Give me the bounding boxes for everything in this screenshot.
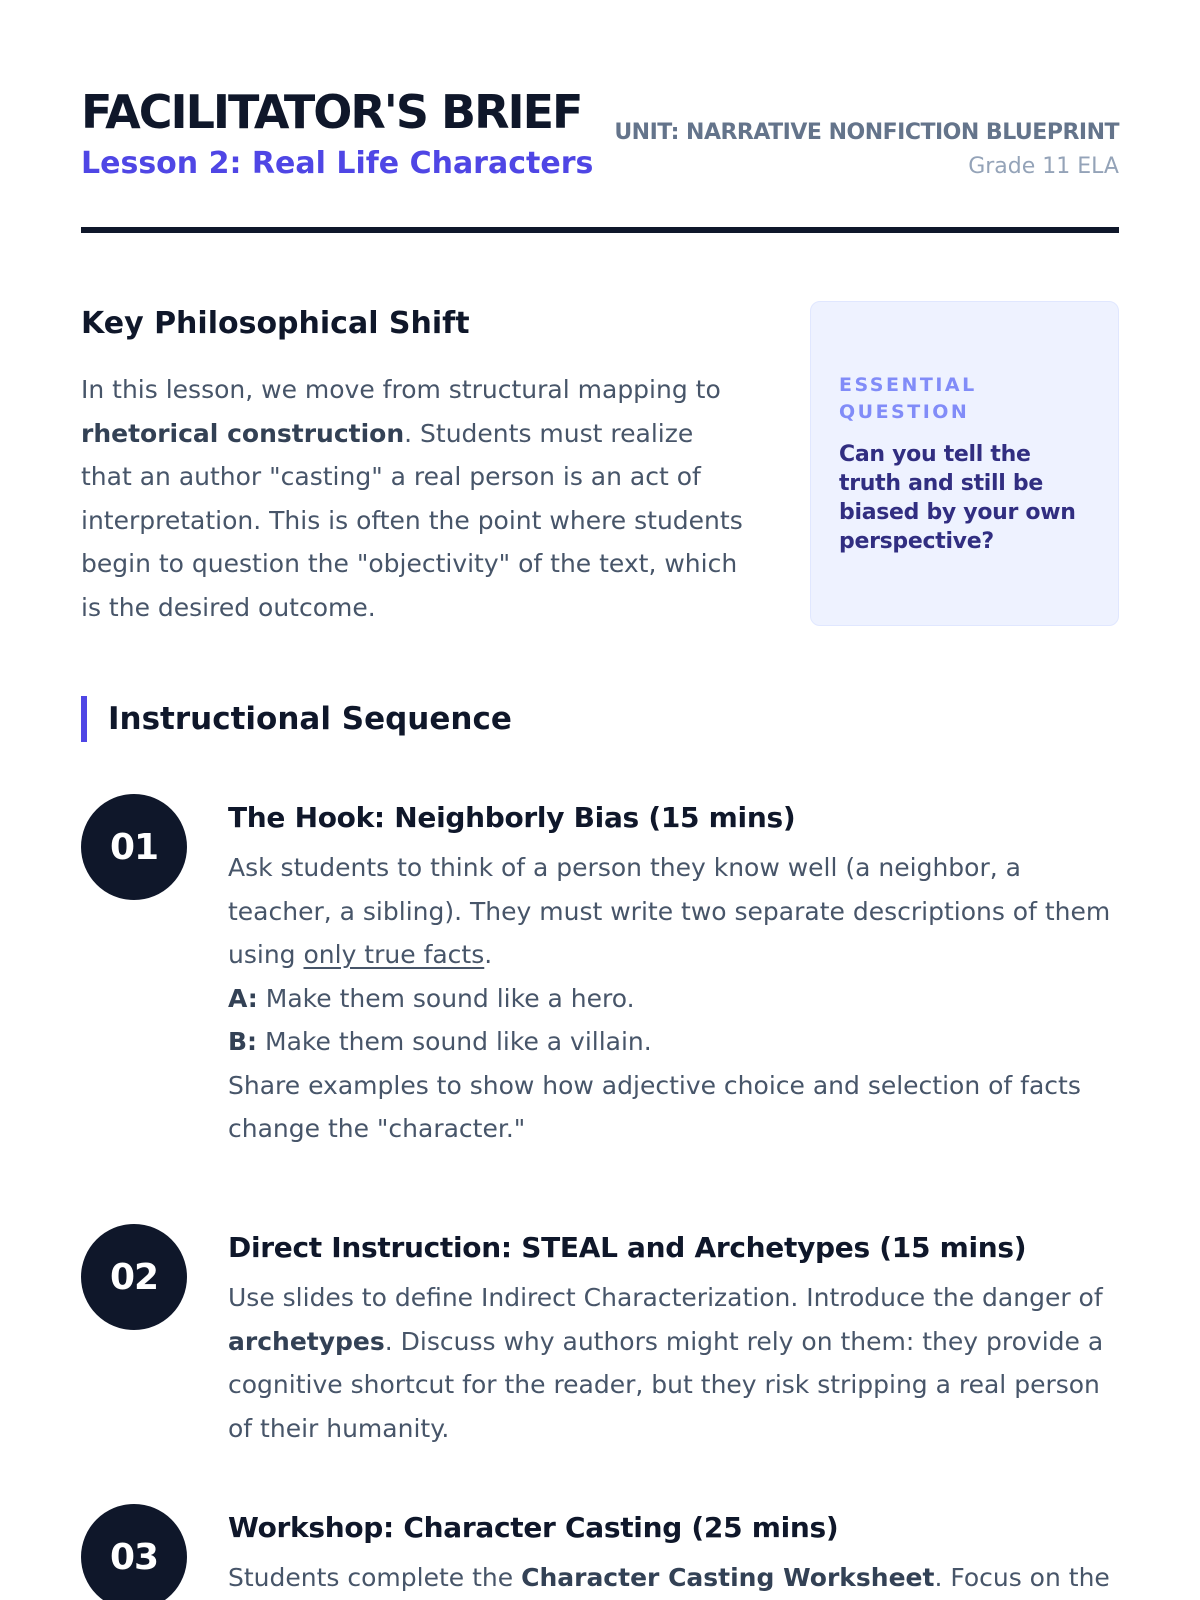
step-text-start: Use slides to define Indirect Characterization. Introduce the danger of: [228, 1283, 1103, 1312]
step-text-end: . Discuss why authors might rely on them: they provide a cognitive shortcut for the reader, but they risk stripping a real person of their humanity.: [228, 1326, 1104, 1443]
essential-question-label: ESSENTIAL QUESTION: [839, 374, 977, 423]
option-a-label: A:: [228, 983, 258, 1013]
document-title: FACILITATOR'S BRIEF: [81, 85, 582, 139]
step-number-badge: 02: [81, 1224, 187, 1330]
step-text-start: Students complete the: [228, 1563, 522, 1592]
step-content: [228, 1504, 1119, 1600]
step-body: [228, 846, 1119, 1151]
shift-emphasis: rhetorical construction: [81, 418, 405, 448]
sequence-heading: Instructional Sequence: [108, 701, 512, 737]
step-number-badge: 01: [81, 794, 187, 900]
essential-question-card: [810, 301, 1119, 626]
step-title: Workshop: Character Casting (25 mins): [228, 1511, 839, 1544]
step-underlined-phrase: only true facts: [303, 940, 485, 969]
step-intro: Ask students to think of a person they know well (a neighbor, a teacher, a sibling). They must write two separate descriptions of them using: [228, 853, 1111, 969]
shift-paragraph: [81, 368, 751, 629]
sequence-heading-block: [81, 696, 512, 742]
step-content: [228, 794, 1119, 1151]
header-divider: [81, 227, 1119, 233]
step-title: Direct Instruction: STEAL and Archetypes (15 mins): [228, 1231, 1027, 1264]
step-content: [228, 1224, 1119, 1450]
step-title: The Hook: Neighborly Bias (15 mins): [228, 801, 796, 834]
lesson-subtitle: Lesson 2: Real Life Characters: [81, 146, 594, 181]
step-intro-end: .: [484, 940, 493, 969]
document-header: [81, 82, 1119, 232]
unit-label: UNIT: NARRATIVE NONFICTION BLUEPRINT: [614, 120, 1119, 145]
option-a-text: Make them sound like a hero.: [257, 983, 635, 1013]
shift-text-start: In this lesson, we move from structural mapping to: [81, 375, 721, 404]
step-body: [228, 1556, 1119, 1600]
philosophical-shift-section: [81, 300, 751, 629]
essential-question-text: Can you tell the truth and still be biased by your own perspective?: [839, 442, 1076, 554]
step-emphasis: archetypes: [228, 1326, 385, 1356]
step-number-badge: 03: [81, 1504, 187, 1600]
option-b-label: B:: [228, 1027, 258, 1056]
shift-heading: Key Philosophical Shift: [81, 306, 470, 341]
step-emphasis: Character Casting Worksheet: [521, 1563, 935, 1592]
step-text-end: . Focus on the: [934, 1563, 1110, 1592]
shift-text-end: . Students must realize that an author "casting" a real person is an act of interpretation. This is often the point where students begin to question the "objectivity" of the text, which is the desired outcome.: [81, 418, 743, 622]
grade-label: Grade 11 ELA: [968, 154, 1119, 179]
step-body: [228, 1276, 1119, 1450]
option-b-text: Make them sound like a villain.: [257, 1027, 652, 1056]
step-outro: Share examples to show how adjective choice and selection of facts change the "character.": [228, 1070, 1081, 1143]
